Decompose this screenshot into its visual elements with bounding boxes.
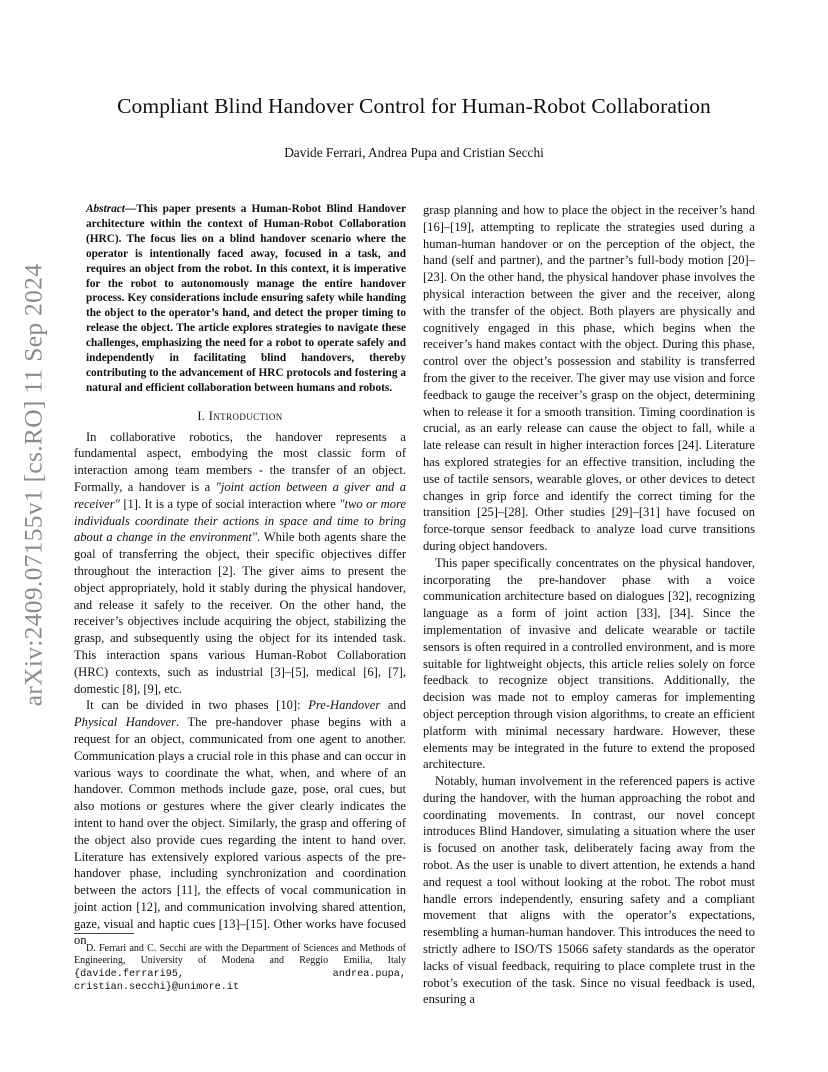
abstract-text: This paper presents a Human-Robot Blind Handover architecture within the context of Human-Robot Collaboration (HRC). The focus lies on a blind handover scenario where the operator is intentionally faced away, focused in a task, and requires an object from the robot. In this context, it is imperative for the robot to autonomously manage the entire handover process. Key considerations include ensuring safety while handing the object to the operator’s hand, and detect the proper timing to release the object. The article explores strategies to navigate these challenges, emphasizing the need for a robot to operate safely and independently in facilitating blind handovers, thereby contributing to the advancement of HRC protocols and fostering a natural and efficient collaboration between humans and robots. [86,203,406,394]
footnote-text: D. Ferrari and C. Secchi are with the Department of Sciences and Methods of Engineering, University of Modena and Reggio Emilia, Italy [74,943,406,967]
intro-paragraph-2 [74,697,406,949]
intro-paragraph-1 [74,429,406,698]
quote-definition: "joint action between a giver and a receiver" [74,479,406,511]
text-run: [1]. It is a type of social interaction where [119,496,340,511]
text-run: and [380,698,406,713]
term-pre-handover: Pre-Handover [308,698,381,713]
left-column [74,202,406,949]
text-run: . The pre-handover phase begins with a request for an object, communicated from one agent to another. Communication plays a crucial role in this phase and can occur in various ways to coordinate the what, when, and where of an handover. Common methods include gaze, pose, oral cues, but also motions or gestures where the giver clearly indicates the intent to hand over the object. Similarly, the grasp and offering of the object also provide cues regarding the intent to hand over. Literature has extensively explored various aspects of the pre-handover phase, including synchronization and coordination between the actors [11], the effects of vocal communication in joint action [12], and communication involving shared attention, gaze, visual and haptic cues [13]–[15]. Other works have focused on [74,715,406,948]
footnote-affiliation [74,943,406,994]
text-run: In collaborative robotics, the handover represents a fundamental aspect, embodying the most classic form of interaction among team members - the transfer of an object. Formally, a handover is a [74,429,406,494]
authors: Davide Ferrari, Andrea Pupa and Cristian Secchi [284,145,544,160]
section-heading-introduction [74,408,406,425]
right-column [423,202,755,1008]
abstract-label: Abstract [86,203,125,215]
quote-social-interaction: "two or more individuals coordinate their actions in space and time to bring about a change in the environment" [74,496,406,545]
footnote-rule [74,933,134,934]
arxiv-identifier: arXiv:2409.07155v1 [cs.RO] 11 Sep 2024 [18,263,47,707]
intro-paragraph-3: grasp planning and how to place the object in the receiver’s hand [16]–[19], attempting to replicate the strategies used during a human-human handover or on the perception of the object, the hand (self and partner), and the partner’s full-body motion [20]–[23]. On the other hand, the physical handover phase involves the physical interaction between the giver and the receiver, along with the transfer of the object. Both players are physically and cognitively engaged in this phase, which begins when the receiver’s hand makes contact with the object. During this phase, control over the object’s possession and stability is transferred from the giver to the receiver. The giver may use vision and force feedback to gauge the receiver’s grasp on the object, determining when to release it for a smooth transition. Timing coordination is crucial, as an early release can cause the object to fall, while a late release can result in higher interaction forces [24]. Literature has explored strategies for an effective transition, including the use of tactile sensors, wearable gloves, or other devices to detect changes in grip force and identify the correct timing for the transition [25]–[28]. Other studies [29]–[31] have focused on force-torque sensor feedback to analyze load curve transitions during object handovers. [423,203,755,553]
section-number: I. [197,408,206,423]
footnote-emails: {davide.ferrari95, andrea.pupa, cristian.secchi}@unimore.it [74,968,406,993]
abstract [74,202,406,396]
intro-paragraph-5: Notably, human involvement in the referenced papers is active during the handover, with the human approaching the robot and coordinating movements. In contrast, our novel concept introduces Blind Handover, simulating a situation where the user is focused on another task, deliberately facing away from the robot. As the user is unable to divert attention, he extends a hand and request a tool without looking at the robot. The robot must handle errors independently, ensuring safety and a compliant movement that aligns with the operator’s expectations, resembling a human-human handover. This introduces the need to strictly adhere to ISO/TS 15066 safety standards as the operator lacks of visual feedback, requiring to place complete trust in the robot’s execution of the task. Since no visual feedback is used, ensuring a [423,774,755,1007]
term-physical-handover: Physical Handover [74,715,176,730]
abstract-dash: — [124,203,137,215]
text-run: . While both agents share the goal of transferring the object, their specific objectives differ throughout the interaction [2]. The giver aims to present the object appropriately, hold it stably during the physical handover, and release it safely to the receiver. On the other hand, the receiver’s objectives include acquiring the object, stabilizing the grasp, and subsequently using the object for its intended task. This interaction spans various Human-Robot Collaboration (HRC) contexts, such as industrial [3]–[5], medical [6], [7], domestic [8], [9], etc. [74,530,406,696]
arxiv-identifier-margin [18,265,48,705]
text-run: It can be divided in two phases [10]: [86,698,309,713]
section-title: Introduction [208,408,283,423]
page-title: Compliant Blind Handover Control for Human-Robot Collaboration [117,94,711,118]
intro-paragraph-4: This paper specifically concentrates on the physical handover, incorporating the pre-handover phase with a voice communication architecture based on dialogues [32], recognizing language as a form of joint action [33], [34]. Since the implementation of invasive and delicate wearable or tactile sensors is often required in a controlled environment, and is more suitable for lightweight objects, this article relies solely on force feedback to recognize object transitions. Additionally, the decision was made not to employ cameras for implementing object perception through vision algorithms, to create an efficient platform with minimal necessary hardware. However, these elements may be integrated in the future to extend the proposed architecture. [423,555,755,772]
